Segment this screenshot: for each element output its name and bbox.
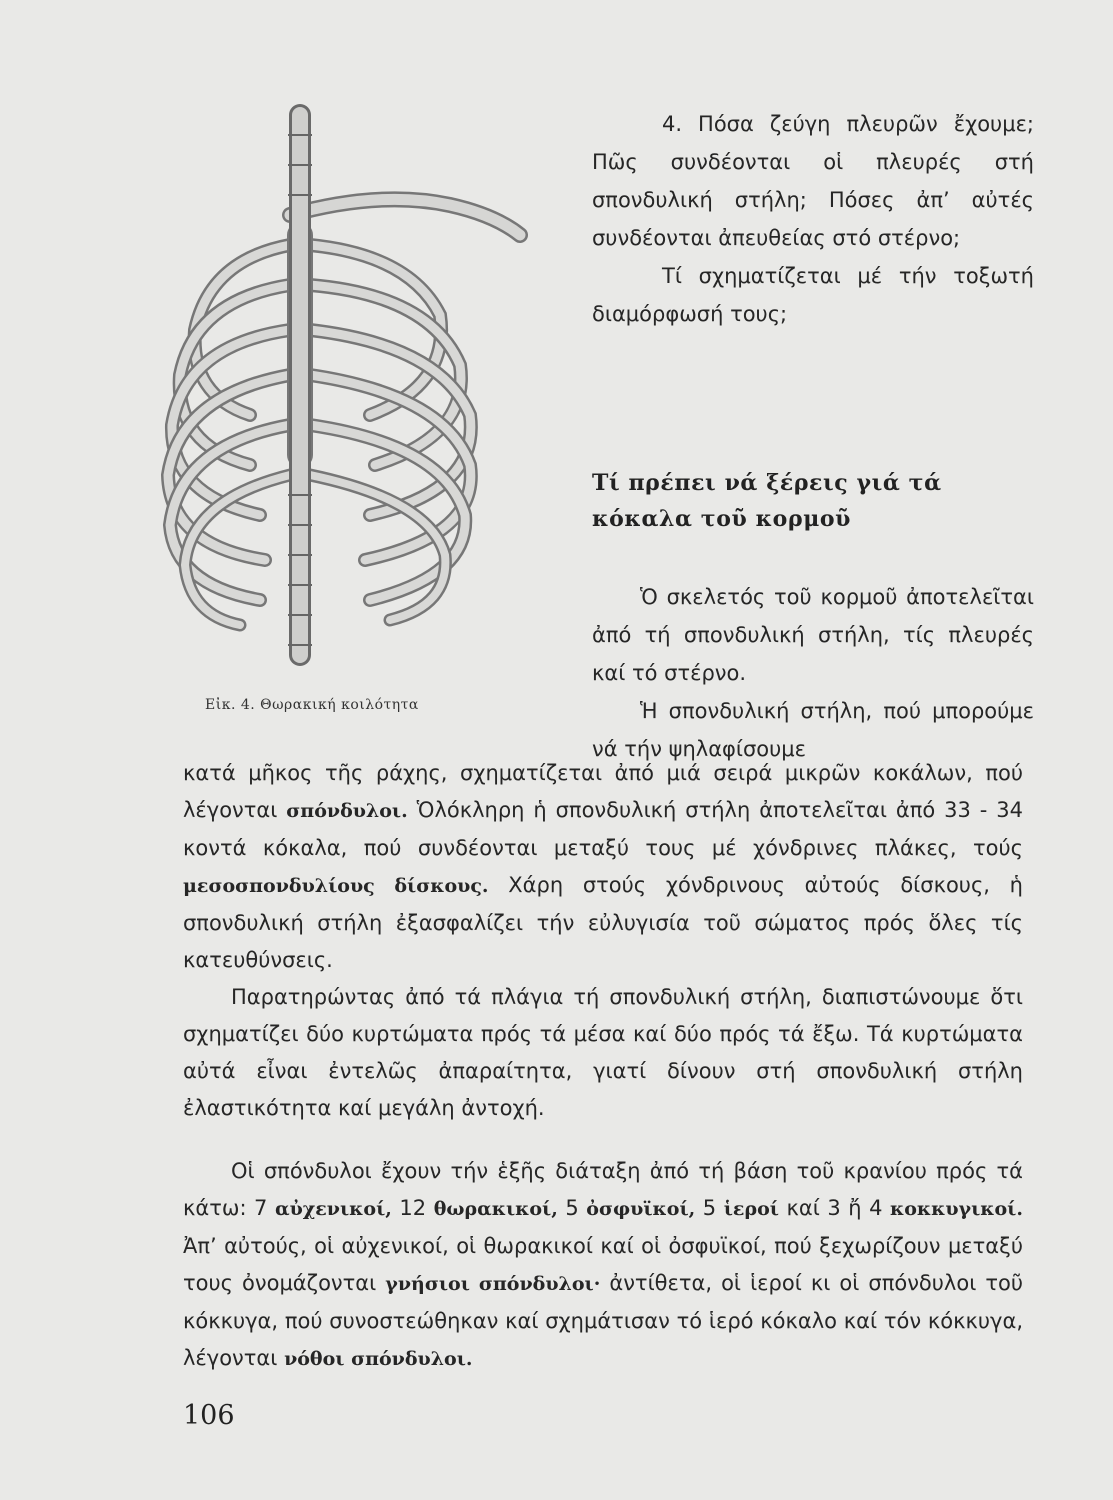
term-sacral: ἱεροί: [723, 1198, 779, 1220]
vertebrae-arrangement-paragraph: [183, 1153, 1023, 1378]
review-question: [592, 105, 1034, 333]
spine-paragraph: [183, 755, 1023, 979]
text-run: Χάρη στούς χόνδρινους αὐτούς δίσκους, ἡ σπονδυλική στήλη ἐξασφαλίζει τήν εὐλυγισία τοῦ σώματος πρός ὅλες τίς κατευθύνσεις.: [183, 873, 1023, 972]
text-run: καί 3 ἤ 4: [778, 1196, 890, 1220]
text-run: 5: [695, 1196, 724, 1220]
text-run: κατά μῆκος τῆς ράχης, σχηματίζεται ἀπό μιά σειρά μικρῶν κοκάλων, πού λέγονται: [183, 761, 1023, 822]
question-followup: Τί σχηματίζεται μέ τήν τοξωτή διαμόρφωσή τους;: [592, 264, 1034, 326]
text-run: Οἱ σπόνδυλοι ἔχουν τήν ἑξῆς διάταξη ἀπό τή βάση τοῦ κρανίου πρός τά κάτω: 7: [183, 1159, 1023, 1220]
term-lumbar: ὀσφυϊκοί,: [586, 1198, 696, 1220]
text-run: ἀντίθετα, οἱ ἱεροί κι οἱ σπόνδυλοι τοῦ κόκκυγα, πού συνοστεώθηκαν καί σχημάτισαν τό ἱερό κόκαλο καί τόν κόκκυγα, λέγονται: [183, 1271, 1023, 1370]
thoracic-cage-illustration: [150, 95, 570, 695]
text-run: Ἀπ’ αὐτούς, οἱ αὐχενικοί, οἱ θωρακικοί καί οἱ ὀσφυϊκοί, πού ξεχωρίζουν μεταξύ τους ὀνομάζονται: [183, 1234, 1023, 1295]
section-heading: Τί πρέπει νά ξέρεις γιά τά κόκαλα τοῦ κορμοῦ: [592, 470, 942, 532]
text-run: Ὁλόκληρη ἡ σπονδυλική στήλη ἀποτελεῖται ἀπό 33 - 34 κοντά κόκαλα, πού συνδέονται μεταξύ τους μέ χόνδρινες πλάκες, τούς: [183, 798, 1023, 860]
curvature-paragraph: Παρατηρώντας ἀπό τά πλάγια τή σπονδυλική στήλη, διαπιστώνουμε ὅτι σχηματίζει δύο κυρτώματα πρός τά μέσα καί δύο πρός τά ἔξω. Τά κυρτώματα αὐτά εἶναι ἐντελῶς ἀπαραίτητα, γιατί δίνουν στή σπονδυλική στήλη ἐλαστικότητα καί μεγάλη ἀντοχή.: [183, 985, 1023, 1120]
text-run: 5: [557, 1196, 587, 1220]
rib-cage-drawing: [150, 95, 570, 695]
figure-caption: Εἰκ. 4. Θωρακική κοιλότητα: [205, 697, 419, 713]
intro-paragraph-1: Ὁ σκελετός τοῦ κορμοῦ ἀποτελεῖται ἀπό τή σπονδυλική στήλη, τίς πλευρές καί τό στέρνο.: [592, 585, 1034, 685]
intro-paragraph-2-start: Ἡ σπονδυλική στήλη, πού μπορούμε νά τήν ψηλαφίσουμε: [592, 699, 1034, 761]
term-coccygeal: κοκκυγικοί.: [889, 1198, 1023, 1220]
term-false-vertebrae: νόθοι σπόνδυλοι.: [284, 1348, 473, 1370]
text-run: 12: [391, 1196, 434, 1220]
intro-text: [592, 578, 1034, 768]
term-cervical: αὐχενικοί,: [274, 1198, 392, 1220]
page-number: 106: [183, 1400, 235, 1431]
term-thoracic: θωρακικοί,: [433, 1198, 558, 1220]
question-text: 4. Πόσα ζεύγη πλευρῶν ἔχουμε; Πῶς συνδέονται οἱ πλευρές στή σπονδυλική στήλη; Πόσες ἀπ’ αὐτές συνδέονται ἀπευθείας στό στέρνο;: [592, 112, 1034, 250]
term-vertebrae: σπόνδυλοι.: [286, 800, 408, 822]
term-true-vertebrae: γνήσιοι σπόνδυλοι·: [385, 1273, 601, 1295]
main-body-text: [183, 755, 1023, 1378]
term-intervertebral-discs: μεσοσπονδυλίους δίσκους.: [183, 875, 489, 897]
